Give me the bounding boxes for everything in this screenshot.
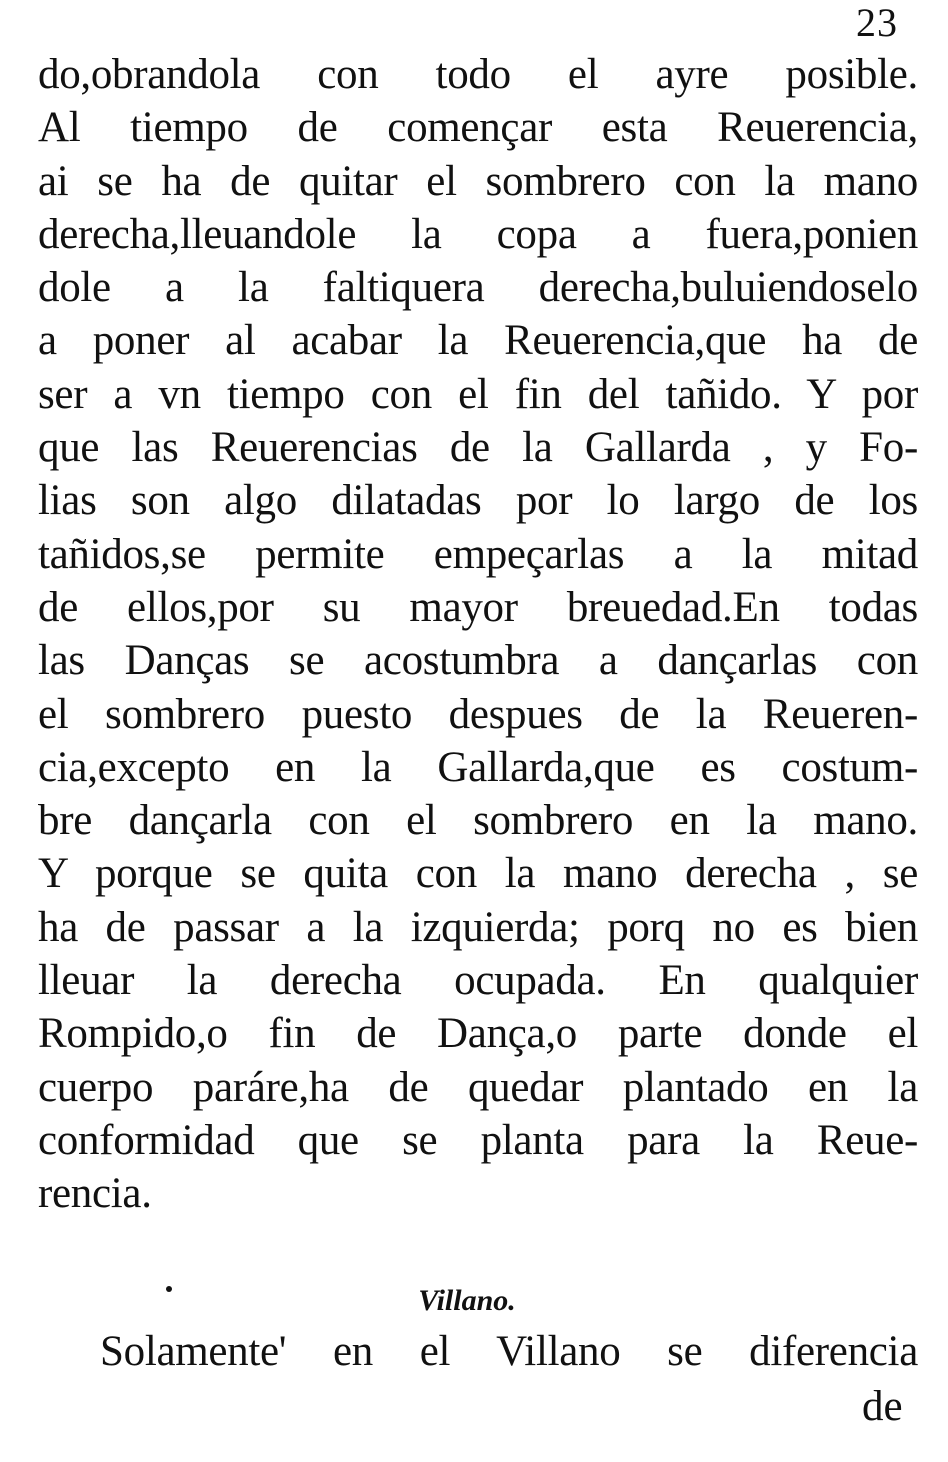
section-heading-text: Villano. xyxy=(418,1284,516,1317)
text-line: ser a vn tiempo con el fin del tañido. Y por xyxy=(38,370,918,418)
text-line: lias son algo dilatadas por lo largo de los xyxy=(38,477,918,525)
text-line: lleuar la derecha ocupada. En qualquier xyxy=(38,957,918,1005)
text-line: que las Reuerencias de la Gallarda , y Fo- xyxy=(38,424,918,472)
page-number: 23 xyxy=(856,0,898,45)
section-text-block xyxy=(100,1325,918,1379)
text-line: Al tiempo de començar esta Reuerencia, xyxy=(38,104,918,152)
text-line: Y porque se quita con la mano derecha , se xyxy=(38,850,918,898)
text-line: ai se ha de quitar el sombrero con la mano xyxy=(38,157,918,205)
text-line: do,obrandola con todo el ayre posible. xyxy=(38,51,918,98)
text-line: ha de passar a la izquierda; porq no es bien xyxy=(38,903,918,951)
text-line: Solamente' en el Villano se diferencia xyxy=(100,1328,918,1375)
text-line: a poner al acabar la Reuerencia,que ha de xyxy=(38,317,918,365)
text-line: las Danças se acostumbra a dançarlas con xyxy=(38,637,918,685)
text-line: el sombrero puesto despues de la Reueren- xyxy=(38,690,918,738)
text-line: Rompido,o fin de Dança,o parte donde el xyxy=(38,1010,918,1058)
text-line: tañidos,se permite empeçarlas a la mitad xyxy=(38,530,918,578)
text-line: bre dançarla con el sombrero en la mano. xyxy=(38,797,918,845)
text-line: conformidad que se planta para la Reue- xyxy=(38,1116,918,1164)
text-line: cia,excepto en la Gallarda,que es costum- xyxy=(38,743,918,791)
text-line: derecha,lleuandole la copa a fuera,ponien xyxy=(38,210,918,258)
text-line: dole a la faltiquera derecha,buluiendoselo xyxy=(38,264,918,312)
text-line: cuerpo paráre,ha de quedar plantado en la xyxy=(38,1063,918,1111)
text-line: rencia. xyxy=(38,1170,152,1218)
catchword: de xyxy=(862,1383,903,1430)
section-heading xyxy=(0,1282,948,1320)
main-text-block xyxy=(38,48,918,1221)
text-line: de ellos,por su mayor breuedad.En todas xyxy=(38,583,918,631)
